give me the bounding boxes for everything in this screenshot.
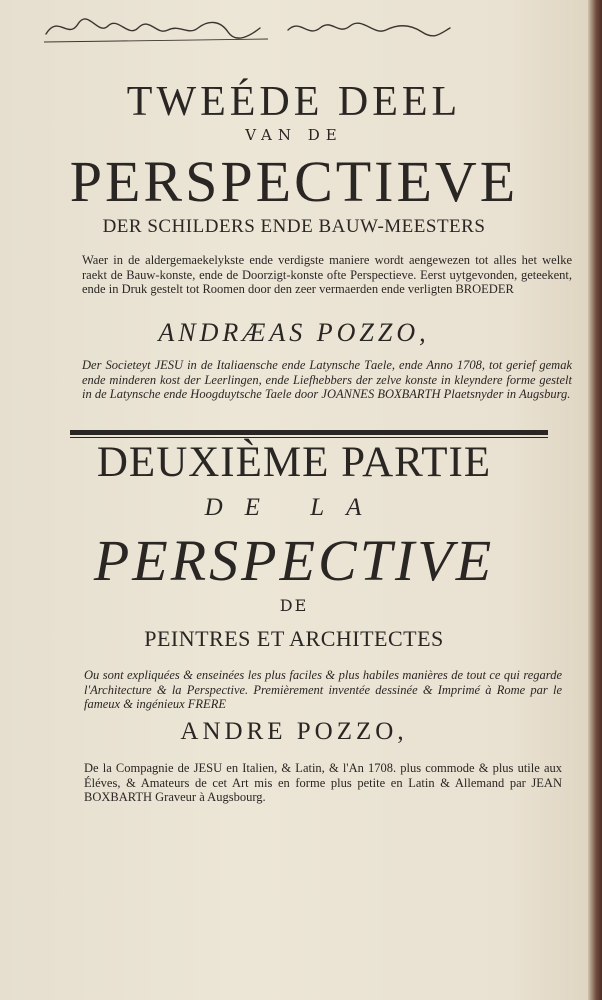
dutch-subtitle: DER SCHILDERS ENDE BAUW-MEESTERS bbox=[102, 216, 486, 237]
handwritten-signature bbox=[38, 6, 458, 50]
french-description: Ou sont expliquées & enseinées les plus faciles & plus habiles manières de tout ce qui regarde l'Architecture & la Perspective. Premièrement inventée dessinée & Imprimé à Rome par le fameux & ingénieux FRERE bbox=[84, 668, 562, 711]
dutch-description: Waer in de aldergemaekelykste ende verdigste maniere wordt aengewezen tot alles het welke raekt de Bauw-konste, ende de Doorzigt-konste ofte Perspectieve. Eerst uytgevonden, geteekent, ende in Druk gestelt tot Roomen door den zeer vermaerden ende verligten BROEDER bbox=[82, 253, 572, 296]
french-author-note: De la Compagnie de JESU en Italien, & Latin, & l'An 1708. plus commode & plus utile aux Éléves, & Amateurs de cet Art mis en forme plus petite en Latin & Allemand par JEAN BOXBARTH Graveur à Augsbourg. bbox=[84, 761, 562, 804]
french-title-line1: DEUXIÈME PARTIE bbox=[96, 439, 492, 486]
dutch-author: ANDRÆAS POZZO, bbox=[158, 318, 430, 347]
french-title-line2: DE LA bbox=[204, 494, 384, 521]
dutch-title-line2: VAN DE bbox=[245, 126, 343, 144]
dutch-main-title: PERSPECTIEVE bbox=[69, 149, 519, 214]
section-divider-thick bbox=[70, 430, 548, 435]
signature-scribble bbox=[38, 6, 458, 50]
french-author: ANDRE POZZO, bbox=[180, 718, 408, 745]
dutch-author-note: Der Societeyt JESU in de Italiaensche ende Latynsche Tаele, ende Anno 1708, tot gerief gemak ende minderen kost der Leerlingen, ende Liefhebbers der zelve konste in kleyndere forme gestelt in de Latynsche ende Hoogduytsche Taele door JOANNES BOXBARTH Plaetsnyder in Augsburg. bbox=[82, 358, 572, 401]
french-subtitle: PEINTRES ET ARCHITECTES bbox=[144, 626, 444, 651]
dutch-title-line1: TWEÉDE DEEL bbox=[126, 79, 462, 125]
french-title-line3: DE bbox=[279, 596, 309, 615]
french-main-title: PERSPECTIVE bbox=[93, 528, 495, 593]
book-spine-edge bbox=[588, 0, 602, 1000]
